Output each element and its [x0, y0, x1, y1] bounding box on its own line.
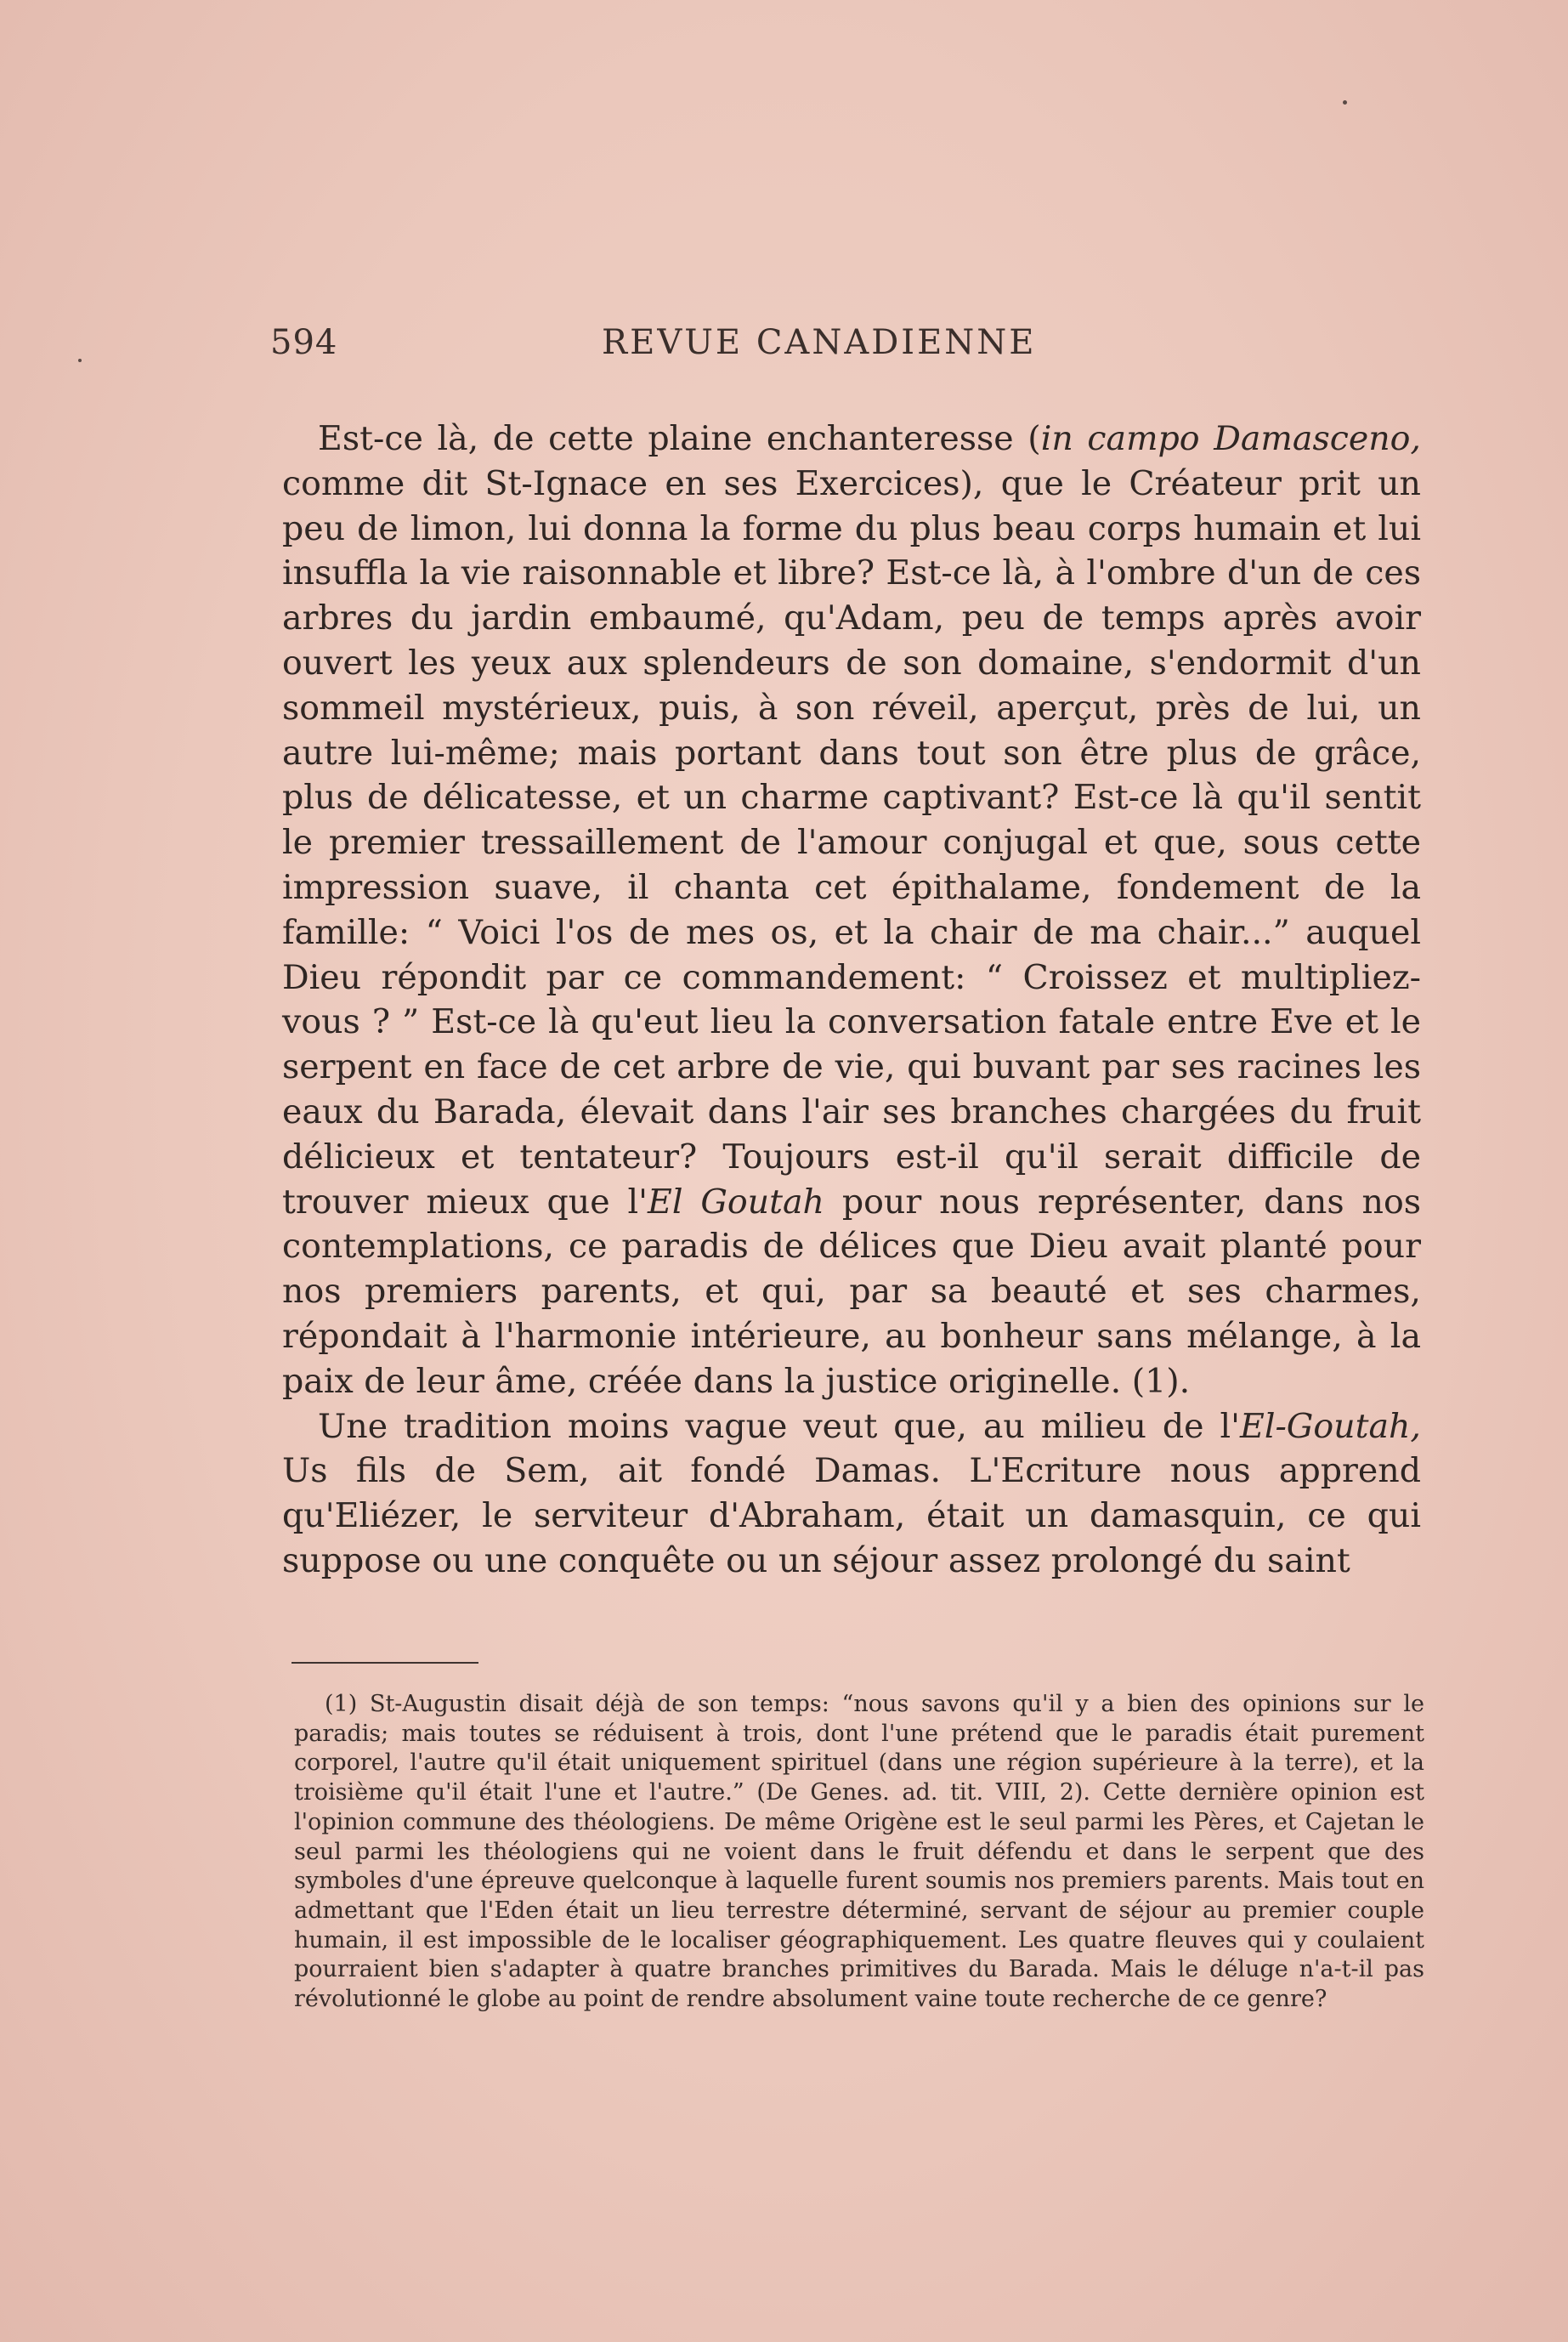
paper-speck — [1343, 100, 1347, 105]
paragraph-2-text-a: Une tradition moins vague veut que, au milieu de l' — [318, 1406, 1240, 1446]
page-number: 594 — [270, 323, 338, 362]
body-text — [282, 417, 1421, 1584]
paragraph-1 — [282, 417, 1421, 1404]
paragraph-2 — [282, 1404, 1421, 1584]
footnote: (1) St-Augustin disait déjà de son temps: “nous savons qu'il y a bien des opinions sur le paradis; mais toutes se réduisent à trois, dont l'une prétend que le paradis était purement corporel, l'autre qu'il était uniquement spirituel (dans une région supérieure à la terre), et la troisième qu'il était l'une et l'autre.” (De Genes. ad. tit. VIII, 2). Cette dernière opinion est l'opinion commune des théologiens. De même Origène est le seul parmi les Pères, et Cajetan le seul parmi les théologiens qui ne voient dans le fruit défendu et dans le serpent que des symboles d'une épreuve quelconque à laquelle furent soumis nos premiers parents. Mais tout en admettant que l'Eden était un lieu terrestre déterminé, servant de séjour au premier couple humain, il est impossible de le localiser géographiquement. Les quatre fleuves qui y coulaient pourraient bien s'adapter à quatre branches primitives du Barada. Mais le déluge n'a-t-il pas révolutionné le globe au point de rendre absolument vaine toute recherche de ce genre? — [294, 1691, 1424, 2013]
page-header — [270, 323, 1392, 383]
paragraph-1-text-a: Est-ce là, de cette plaine enchanteresse ( — [318, 419, 1041, 458]
paragraph-2-text-b: Us fils de Sem, ait fondé Damas. L'Ecriture nous apprend qu'Eliézer, le serviteur d'Abraham, était un damasquin, ce qui suppose ou une conquête ou un séjour assez prolongé du saint — [282, 1451, 1421, 1580]
paragraph-1-italic-b: El Goutah — [647, 1182, 824, 1222]
paragraph-1-text-b: comme dit St-Ignace en ses Exercices), que le Créateur prit un peu de limon, lui donna la forme du plus beau corps humain et lui insuffla la vie raisonnable et libre? Est-ce là, à l'ombre d'un de ces arbres du jardin embaumé, qu'Adam, peu de temps après avoir ouvert les yeux aux splendeurs de son domaine, s'endormit d'un sommeil mystérieux, puis, à son réveil, aperçut, près de lui, un autre lui-même; mais portant dans tout son être plus de grâce, plus de délicatesse, et un charme captivant? Est-ce là qu'il sentit le premier tressaillement de l'amour conjugal et que, sous cette impression suave, il chanta cet épithalame, fondement de la famille: “ Voici l'os de mes os, et la chair de ma chair...” auquel Dieu répondit par ce commandement: “ Croissez et multipliez-vous ? ” Est-ce là qu'eut lieu la conversation fatale entre Eve et le serpent en face de cet arbre de vie, qui buvant par ses racines les eaux du Barada, élevait dans l'air ses branches chargées du fruit délicieux et tentateur? Toujours est-il qu'il serait difficile de trouver mieux que l' — [282, 463, 1421, 1222]
paragraph-1-italic-a: in campo Damasceno, — [1040, 419, 1421, 458]
paragraph-1-text-c: pour nous représenter, dans nos contemplations, ce paradis de délices que Dieu avait planté pour nos premiers parents, et qui, par sa beauté et ses charmes, répondait à l'harmonie intérieure, au bonheur sans mélange, à la paix de leur âme, créée dans la justice originelle. (1). — [282, 1182, 1421, 1401]
paper-speck — [78, 359, 82, 362]
footnote-divider — [292, 1662, 478, 1664]
paragraph-2-italic-a: El-Goutah, — [1239, 1406, 1421, 1446]
running-head: REVUE CANADIENNE — [602, 323, 1037, 362]
